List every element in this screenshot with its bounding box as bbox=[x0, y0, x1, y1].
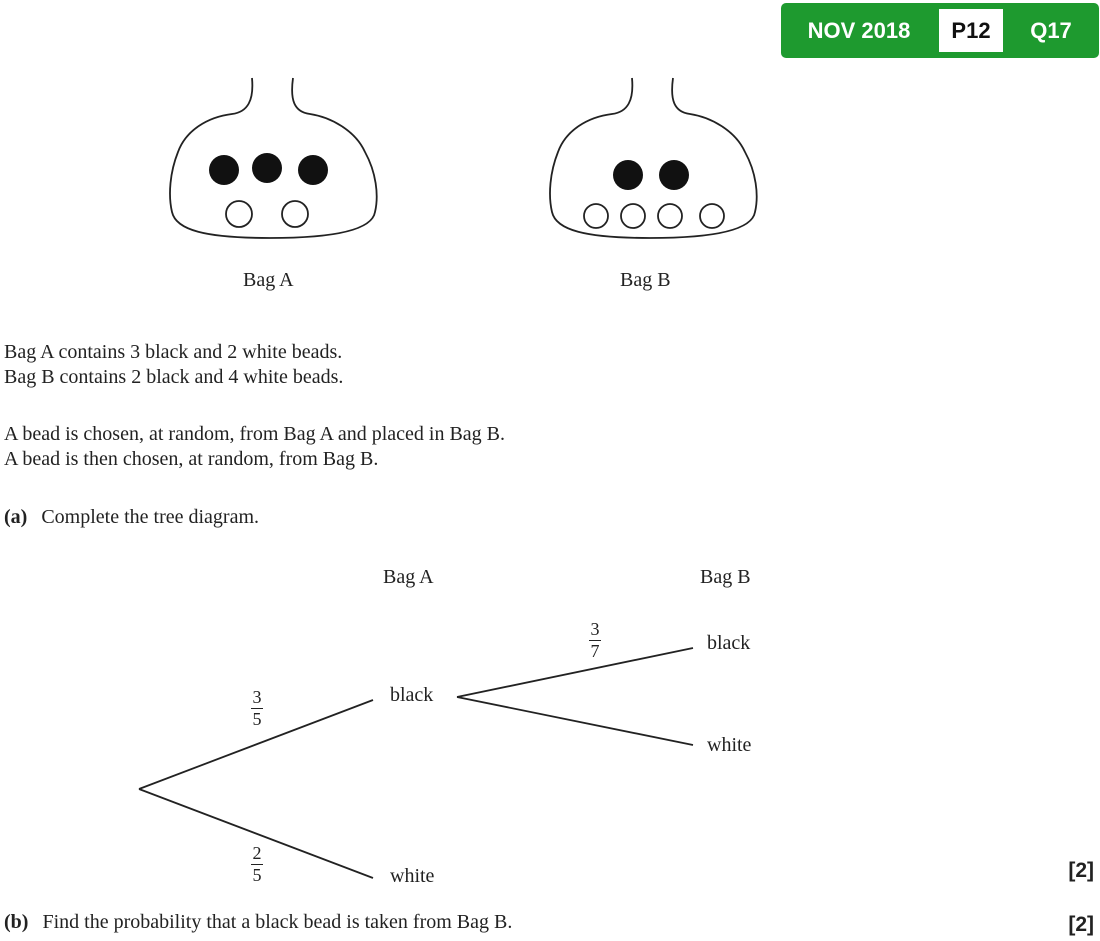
intro-line: A bead is then chosen, at random, from Bag B. bbox=[4, 448, 379, 470]
node-b-black: black bbox=[707, 632, 751, 654]
part-a-label: (a) bbox=[4, 506, 28, 528]
prob-b-black bbox=[589, 620, 601, 661]
node-a-black: black bbox=[390, 684, 434, 706]
prob-a-black bbox=[251, 688, 263, 729]
node-b-white: white bbox=[707, 734, 752, 756]
intro-line: Bag A contains 3 black and 2 white beads. bbox=[4, 341, 343, 363]
node-a-white: white bbox=[390, 865, 435, 887]
intro-line: A bead is chosen, at random, from Bag A and placed in Bag B. bbox=[4, 423, 506, 445]
part-a-text: Complete the tree diagram. bbox=[41, 506, 260, 528]
prob-a-white bbox=[251, 844, 263, 885]
question-number: Q17 bbox=[1030, 17, 1072, 43]
tree-column-bag-b: Bag B bbox=[700, 566, 751, 588]
exam-date: NOV 2018 bbox=[807, 17, 911, 43]
tree-column-bag-a: Bag A bbox=[383, 566, 434, 588]
prob-denominator: 5 bbox=[252, 709, 262, 729]
branch-b-white bbox=[457, 697, 693, 745]
intro-line: Bag B contains 2 black and 4 white beads. bbox=[4, 366, 344, 388]
part-a-marks: [2] bbox=[1068, 859, 1094, 882]
prob-numerator: 3 bbox=[252, 687, 262, 707]
prob-numerator: 2 bbox=[252, 843, 262, 863]
prob-denominator: 5 bbox=[252, 865, 262, 885]
part-b-prompt bbox=[4, 911, 512, 934]
prob-numerator: 3 bbox=[590, 619, 600, 639]
part-b-text: Find the probability that a black bead is taken from Bag B. bbox=[42, 911, 513, 933]
bag-b-label: Bag B bbox=[620, 269, 671, 291]
branch-b-black bbox=[457, 648, 693, 697]
prob-denominator: 7 bbox=[590, 641, 600, 661]
part-b-label: (b) bbox=[4, 911, 29, 933]
paper-number: P12 bbox=[939, 9, 1003, 52]
part-b-marks: [2] bbox=[1068, 913, 1094, 936]
bag-a-label: Bag A bbox=[243, 269, 294, 291]
